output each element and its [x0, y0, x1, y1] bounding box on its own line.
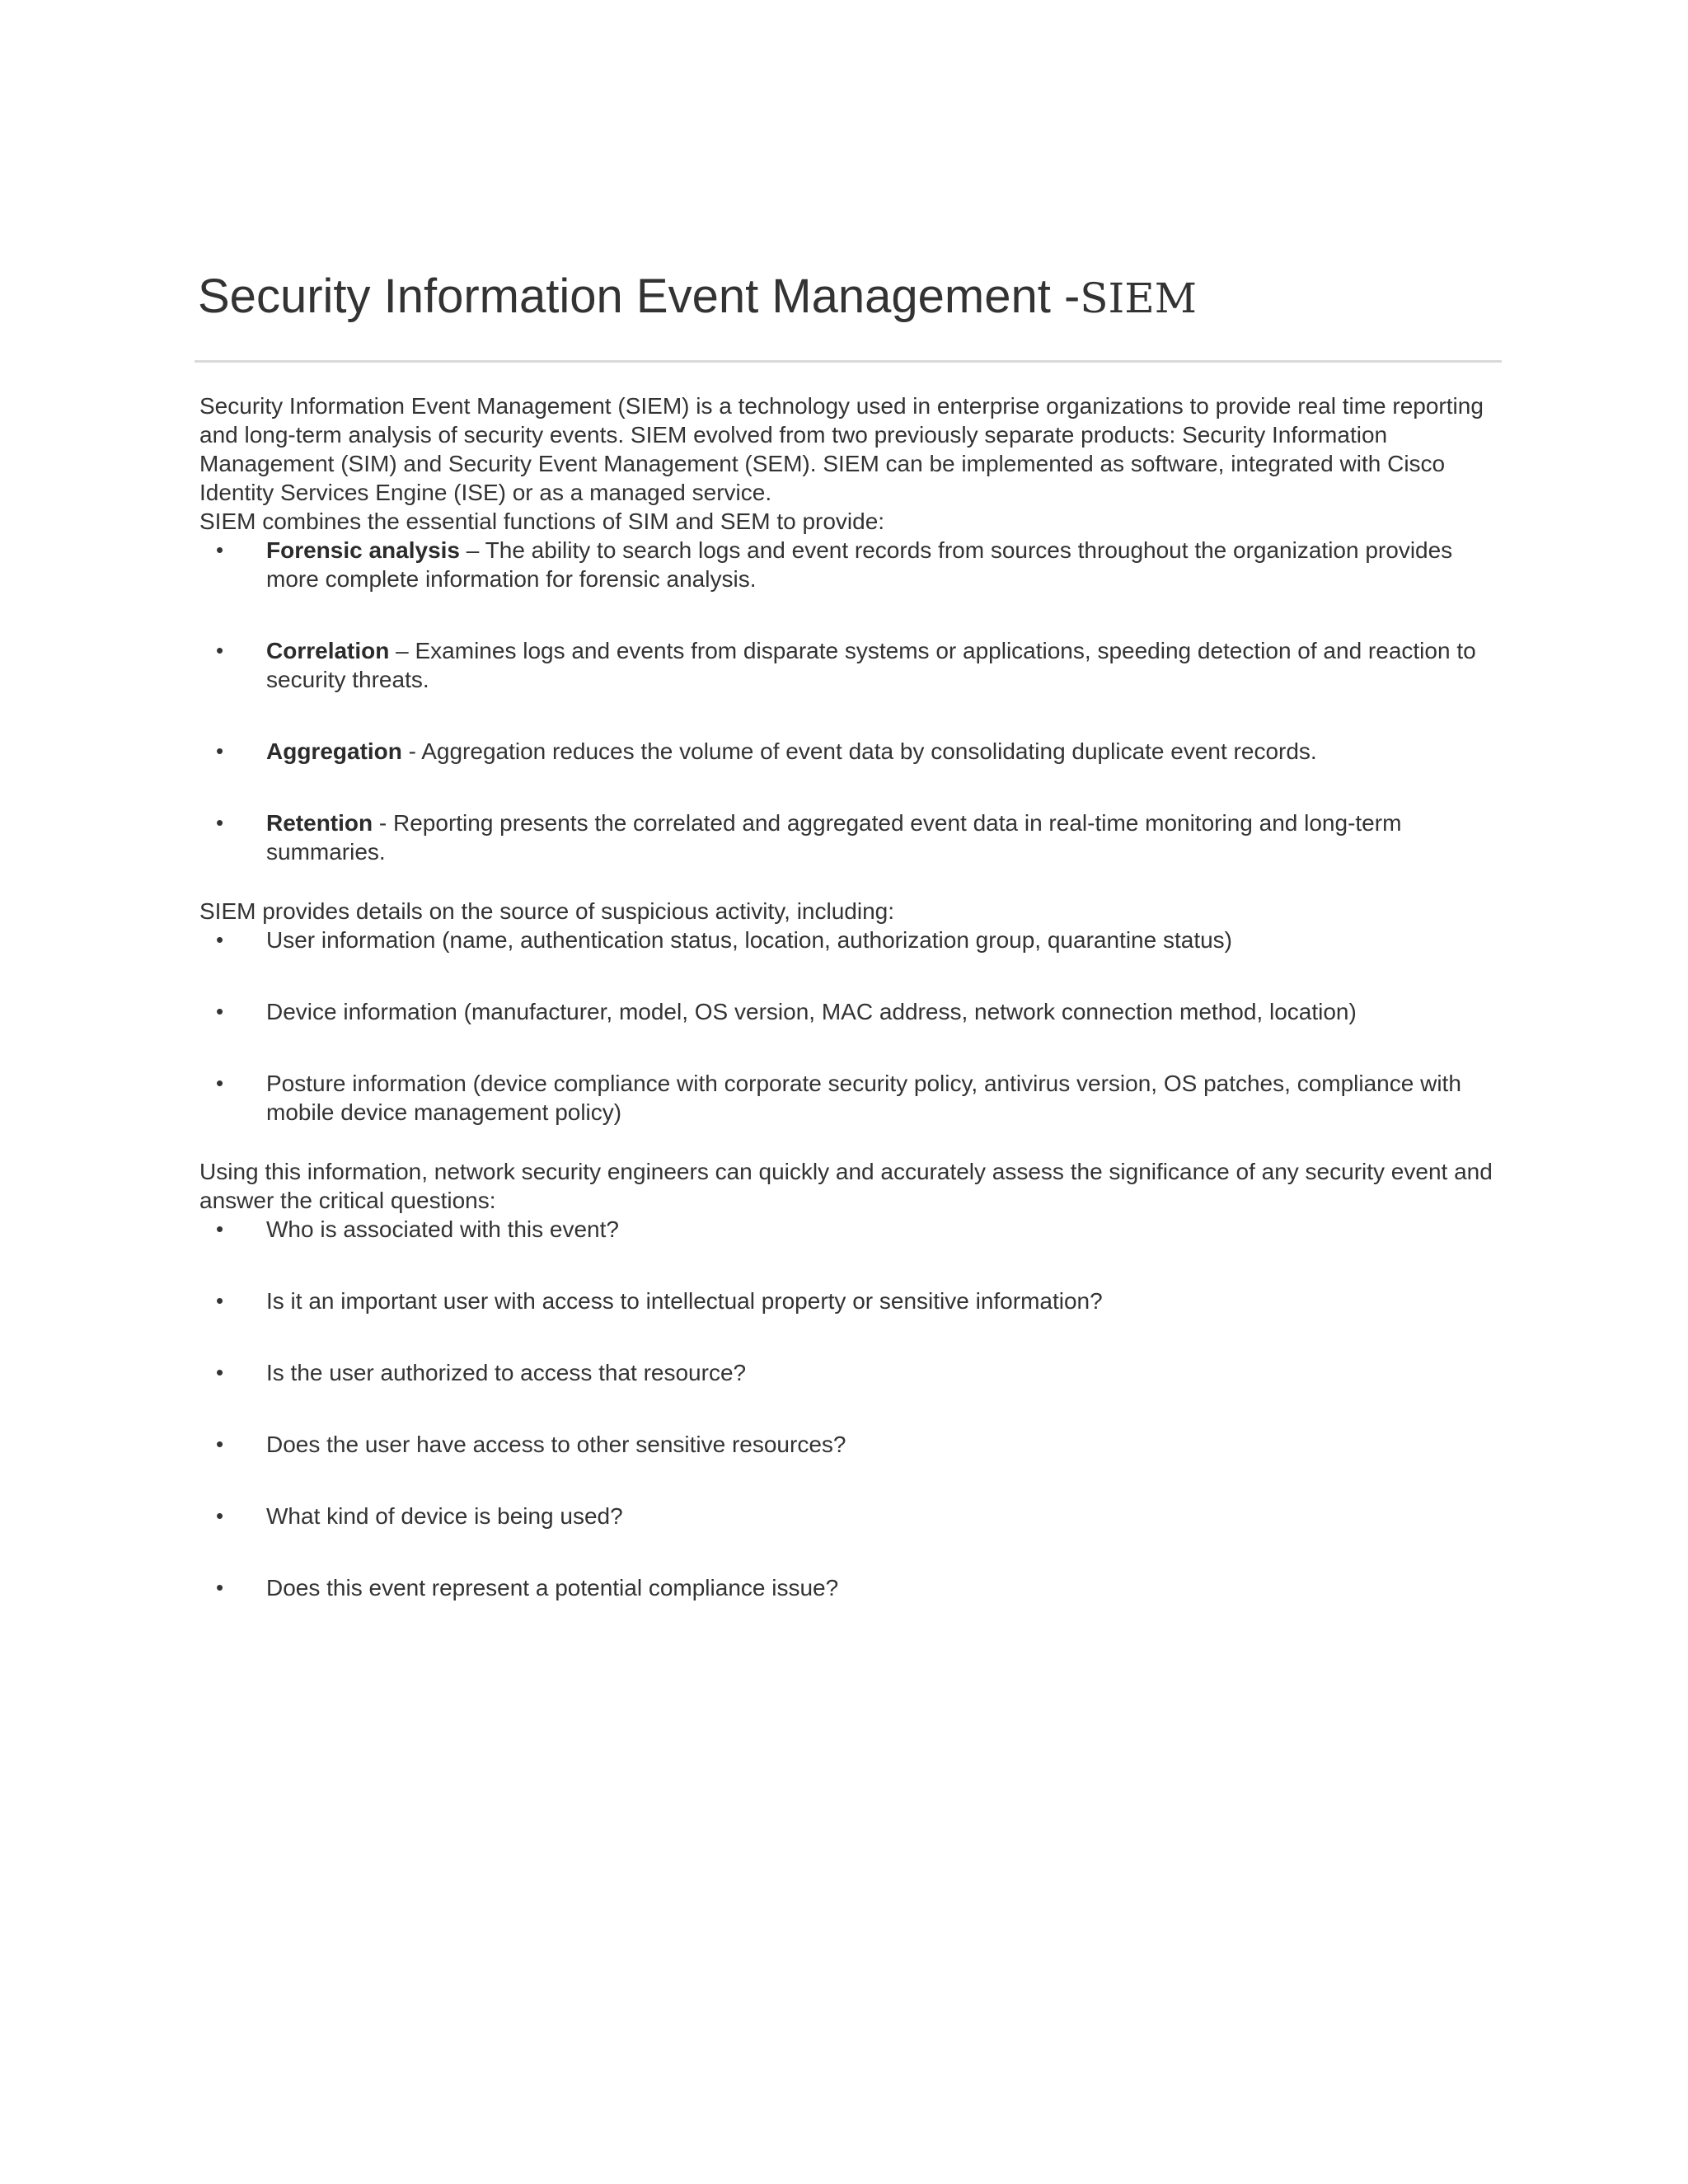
function-separator: -	[401, 738, 422, 764]
list-item	[199, 1430, 1510, 1459]
function-separator: –	[389, 638, 415, 663]
function-term: Forensic analysis	[266, 537, 461, 563]
function-term: Retention	[266, 810, 373, 836]
bullet-icon: •	[216, 927, 224, 952]
list-item	[199, 636, 1510, 694]
list-item	[199, 1069, 1510, 1127]
list-item	[199, 536, 1510, 593]
function-separator: –	[460, 537, 485, 563]
functions-lead: SIEM combines the essential functions of SIM and SEM to provide:	[199, 509, 885, 534]
list-item	[199, 1502, 1510, 1530]
intro-paragraph: Security Information Event Management (SIEM) is a technology used in enterprise organizations to provide real time reporting and long-term analysis of security events. SIEM evolved from two previously separate products: Security Information Management (SIM) and Security Event Management (SEM). SIEM can be implemented as software, integrated with Cisco Identity Services Engine (ISE) or as a managed service.	[199, 393, 1484, 505]
list-item	[199, 1286, 1510, 1315]
question-text: Is it an important user with access to intellectual property or sensitive information?	[266, 1288, 1103, 1314]
question-text: Does the user have access to other sensitive resources?	[266, 1432, 846, 1457]
bullet-icon: •	[216, 1575, 224, 1600]
detail-text: Posture information (device compliance with corporate security policy, antivirus version, OS patches, compliance with mobile device management policy)	[266, 1071, 1461, 1125]
question-text: What kind of device is being used?	[266, 1503, 623, 1529]
functions-list	[199, 536, 1510, 866]
function-term: Aggregation	[266, 738, 402, 764]
title-main: Security Information Event Management -	[198, 269, 1081, 323]
bullet-icon: •	[216, 1288, 224, 1313]
function-separator: -	[373, 810, 393, 836]
list-item	[199, 808, 1510, 866]
list-item	[199, 1215, 1510, 1244]
function-text: The ability to search logs and event records from sources throughout the organization provides more complete information for forensic analysis.	[266, 537, 1453, 592]
question-text: Who is associated with this event?	[266, 1216, 619, 1242]
details-lead: SIEM provides details on the source of suspicious activity, including:	[199, 898, 895, 924]
bullet-icon: •	[216, 1503, 224, 1528]
list-item	[199, 926, 1510, 954]
bullet-icon: •	[216, 537, 224, 562]
questions-lead: Using this information, network security engineers can quickly and accurately assess the significance of any security event and answer the critical questions:	[199, 1159, 1493, 1213]
question-text: Is the user authorized to access that resource?	[266, 1360, 747, 1385]
function-term: Correlation	[266, 638, 390, 663]
bullet-icon: •	[216, 810, 224, 835]
bullet-icon: •	[216, 738, 224, 763]
detail-text: User information (name, authentication status, location, authorization group, quarantine status)	[266, 927, 1232, 953]
question-text: Does this event represent a potential compliance issue?	[266, 1575, 839, 1601]
list-item	[199, 737, 1510, 766]
bullet-icon: •	[216, 1432, 224, 1456]
title-divider	[195, 360, 1502, 363]
bullet-icon: •	[216, 1071, 224, 1095]
detail-text: Device information (manufacturer, model, OS version, MAC address, network connection method, location)	[266, 999, 1357, 1024]
questions-list	[199, 1215, 1510, 1602]
page-title	[198, 268, 1197, 327]
bullet-icon: •	[216, 1360, 224, 1385]
list-item	[199, 997, 1510, 1026]
details-list	[199, 926, 1510, 1127]
list-item	[199, 1358, 1510, 1387]
bullet-icon: •	[216, 999, 224, 1024]
function-text: Aggregation reduces the volume of event data by consolidating duplicate event records.	[421, 738, 1317, 764]
title-suffix: SIEM	[1080, 274, 1197, 322]
bullet-icon: •	[216, 638, 224, 663]
function-text: Examines logs and events from disparate systems or applications, speeding detection of and reaction to security threats.	[266, 638, 1476, 692]
document-body	[199, 391, 1510, 1645]
function-text: Reporting presents the correlated and aggregated event data in real-time monitoring and long-term summaries.	[266, 810, 1402, 865]
list-item	[199, 1573, 1510, 1602]
bullet-icon: •	[216, 1216, 224, 1241]
